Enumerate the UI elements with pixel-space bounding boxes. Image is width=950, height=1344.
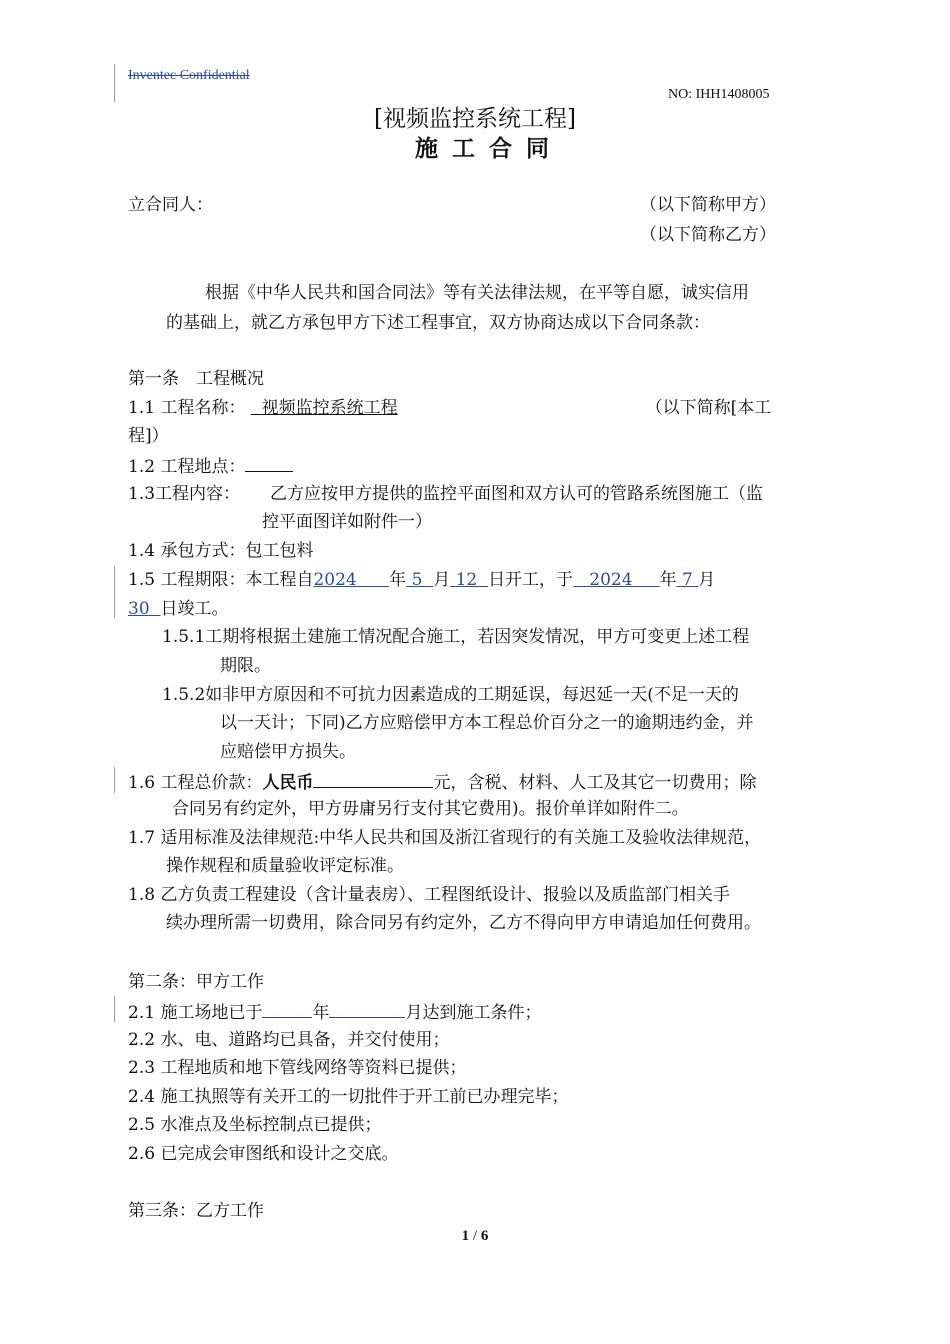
year-unit: 年: [389, 570, 407, 590]
clause-1-2: [128, 455, 293, 477]
clause-text: 期限。: [220, 656, 271, 676]
current-page: 1: [461, 1228, 470, 1244]
clause-text: 元，含税、材料、人工及其它一切费用；除: [433, 773, 757, 793]
article-1-heading: 第一条 工程概况: [128, 369, 264, 389]
end-day-value: 30: [128, 599, 150, 619]
article-3-heading: 第三条：乙方工作: [128, 1201, 264, 1221]
month-unit: 月: [698, 570, 716, 590]
start-year-value: 2024: [313, 570, 357, 590]
clause-2-6: 2.6 已完成会审图纸和设计之交底。: [128, 1144, 399, 1164]
end-year: [573, 570, 660, 590]
start-month-value: 5: [411, 570, 423, 590]
year-unit: 年: [312, 1003, 330, 1023]
clause-text: （以下简称[本工: [645, 398, 772, 418]
clause-text: 应赔偿甲方损失。: [220, 742, 356, 762]
clause-text: 日开工，于: [488, 570, 574, 590]
clause-label: 1.6 工程总价款：: [128, 773, 263, 793]
end-month-value: 7: [681, 570, 693, 590]
clause-1-6: [128, 771, 756, 793]
location-blank: [245, 455, 293, 472]
year-unit: 年: [659, 570, 677, 590]
project-name-value: 视频监控系统工程: [261, 398, 398, 418]
contract-title: [视频监控系统工程]: [374, 106, 576, 132]
clause-text: 乙方应按甲方提供的监控平面图和双方认可的管路系统图施工（监: [270, 484, 763, 504]
clause-2-1: [128, 1001, 541, 1023]
site-month-blank: [329, 1001, 405, 1018]
revision-bar: [114, 996, 115, 1022]
clause-1-8: 1.8 乙方负责工程建设（含计量表房）、工程图纸设计、报验以及质监部门相关手: [128, 885, 730, 905]
page-number: [0, 1228, 950, 1245]
contract-subtitle: 施工合同: [415, 135, 563, 162]
party-b-note: （以下简称乙方）: [640, 225, 776, 245]
clause-1-4: 1.4 承包方式：包工包料: [128, 541, 314, 561]
start-day: [450, 570, 488, 590]
preamble-line: 的基础上，就乙方承包甲方下述工程事宜，双方协商达成以下合同条款：: [166, 313, 710, 333]
end-month: [677, 570, 699, 590]
clause-text: 2.1 施工场地已于: [128, 1003, 263, 1023]
price-blank: [313, 771, 433, 788]
clause-text: 续办理所需一切费用，除合同另有约定外，乙方不得向甲方申请追加任何费用。: [166, 913, 761, 933]
clause-2-3: 2.3 工程地质和地下管线网络等资料已提供；: [128, 1058, 467, 1078]
revision-bar-header: [114, 64, 115, 102]
clause-text: 1.5 工程期限：本工程自: [128, 570, 314, 590]
end-year-value: 2024: [589, 570, 633, 590]
start-month: [406, 570, 433, 590]
clause-1-1: [128, 398, 771, 418]
start-year: [313, 570, 389, 590]
revision-bar: [114, 566, 115, 618]
month-unit: 月: [433, 570, 451, 590]
page-separator: /: [472, 1228, 478, 1244]
end-day: [128, 599, 160, 619]
parties-label: 立合同人：: [128, 195, 213, 215]
clause-2-5: 2.5 水准点及坐标控制点已提供；: [128, 1115, 382, 1135]
clause-text: 程]）: [128, 426, 169, 446]
revision-bar: [114, 767, 115, 793]
clause-text: 以一天计；下同)乙方应赔偿甲方本工程总价百分之一的逾期违约金，并: [220, 713, 754, 733]
clause-text: 合同另有约定外，甲方毋庸另行支付其它费用)。报价单详如附件二。: [172, 799, 689, 819]
clause-2-4: 2.4 施工执照等有关开工的一切批件于开工前已办理完毕；: [128, 1087, 569, 1107]
start-day-value: 12: [455, 570, 478, 590]
article-2-heading: 第二条：甲方工作: [128, 972, 264, 992]
document-number: NO: IHH1408005: [668, 87, 770, 102]
clause-text: 操作规程和质量验收评定标准。: [166, 856, 404, 876]
clause-1-5-2: 1.5.2如非甲方原因和不可抗力因素造成的工期延误，每迟延一天(不足一天的: [162, 685, 739, 705]
currency-label: 人民币: [262, 773, 314, 793]
party-a-note: （以下简称甲方）: [640, 195, 776, 215]
preamble-line: 根据《中华人民共和国合同法》等有关法律法规，在平等自愿，诚实信用: [205, 283, 749, 303]
site-year-blank: [262, 1001, 312, 1018]
clause-1-3-label: 1.3工程内容：: [128, 484, 241, 504]
clause-text: 日竣工。: [160, 599, 229, 619]
confidential-mark: Inventec Confidential: [128, 68, 250, 83]
clause-1-5-1: 1.5.1工期将根据土建施工情况配合施工，若因突发情况，甲方可变更上述工程: [162, 627, 750, 647]
clause-2-2: 2.2 水、电、道路均已具备，并交付使用；: [128, 1030, 450, 1050]
project-name-field: [251, 398, 646, 418]
clause-1-7: 1.7 适用标准及法律规范:中华人民共和国及浙江省现行的有关施工及验收法律规范，: [128, 828, 762, 848]
clause-1-5: [128, 570, 715, 590]
clause-1-5-cont: [128, 599, 228, 619]
clause-text: 控平面图详如附件一）: [262, 512, 432, 532]
clause-label: 1.1 工程名称：: [128, 398, 246, 418]
total-pages: 6: [480, 1228, 489, 1244]
clause-label: 1.2 工程地点：: [128, 457, 246, 477]
clause-text: 月达到施工条件；: [405, 1003, 542, 1023]
